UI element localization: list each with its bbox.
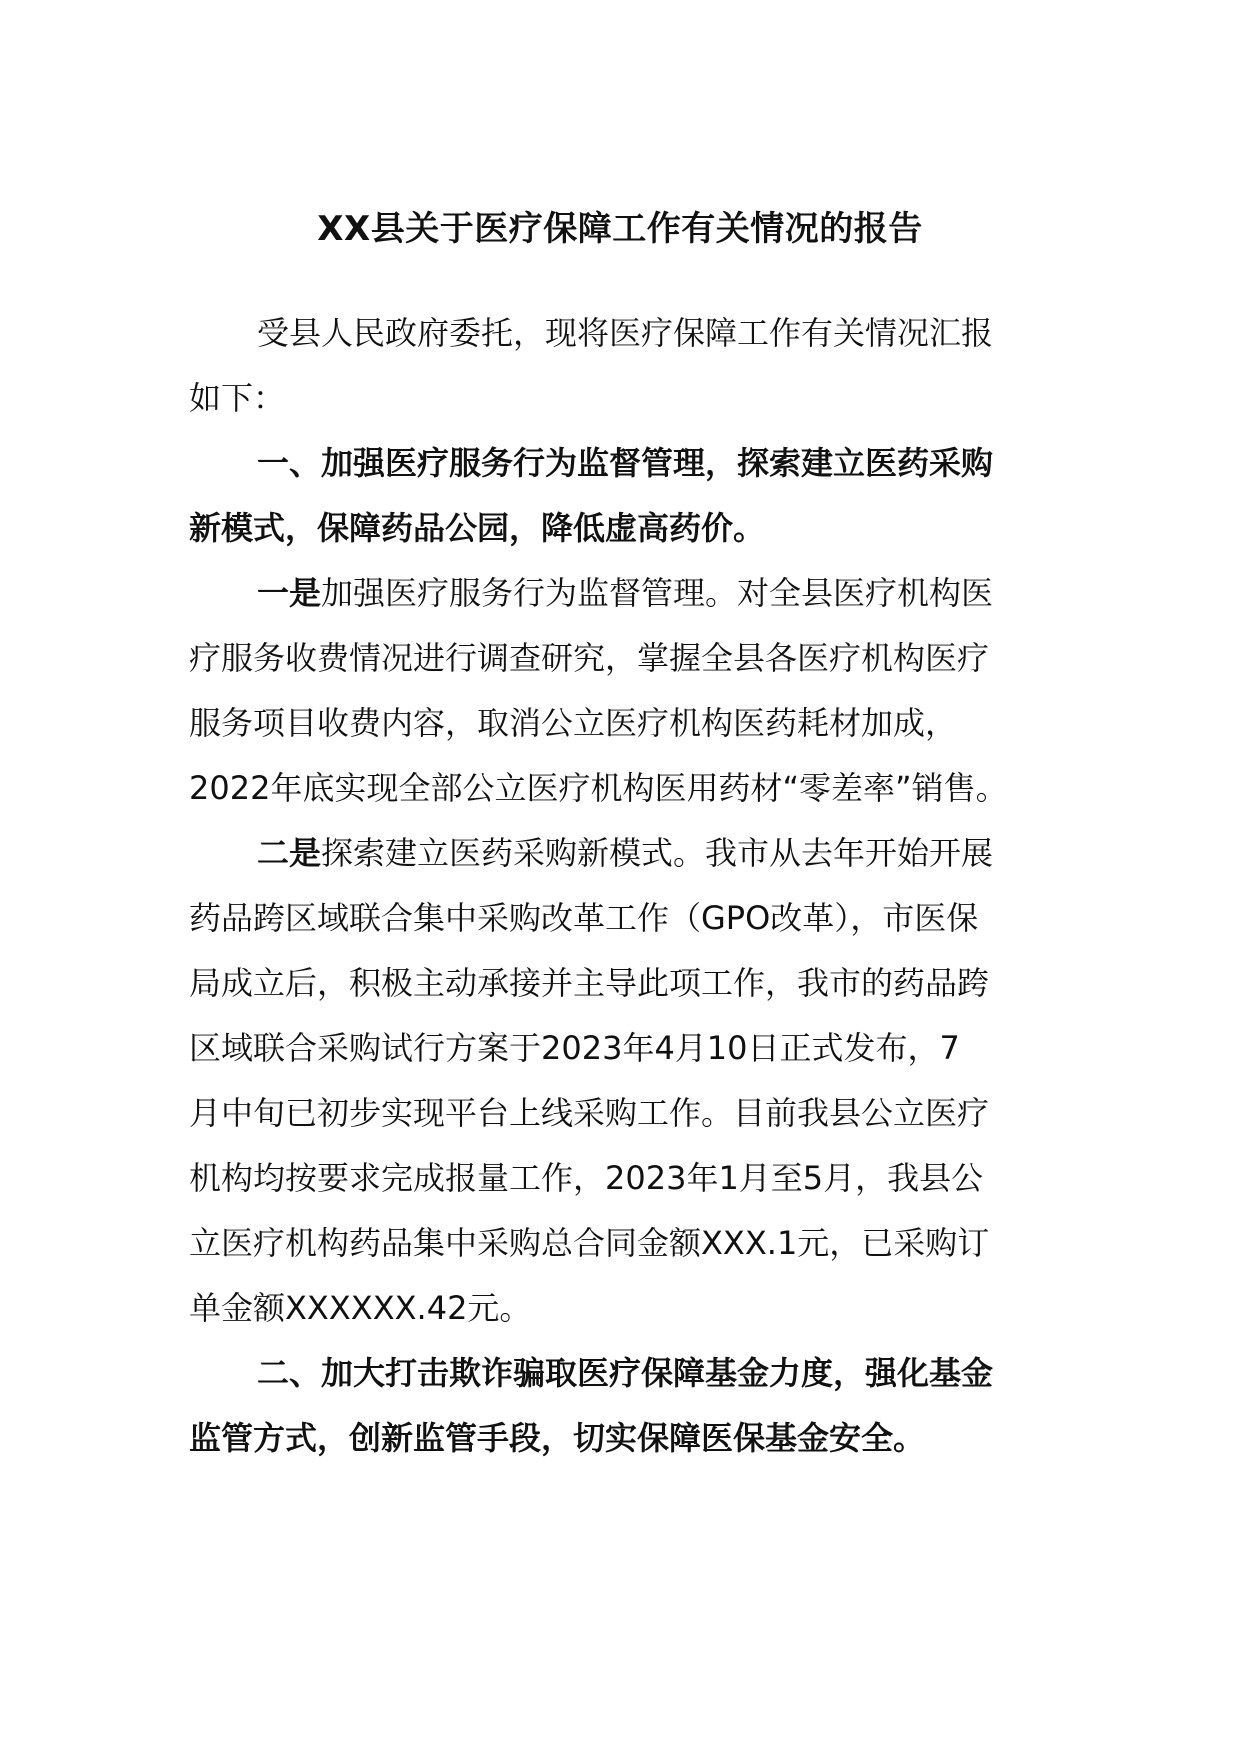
text-line: 局成立后，积极主动承接并主导此项工作，我市的药品跨 — [189, 964, 990, 1002]
text-line: 立医疗机构药品集中采购总合同金额XXX.1元，已采购订 — [189, 1224, 990, 1262]
point-lead: 二是 — [257, 834, 322, 872]
text-line: 二、加大打击欺诈骗取医疗保障基金力度，强化基金 — [257, 1354, 994, 1392]
text-line: 如下： — [189, 379, 286, 417]
text-line: 服务项目收费内容，取消公立医疗机构医药耗材加成， — [189, 704, 958, 742]
text-segment: 探索建立医药采购新模式。我市从去年开始开展 — [321, 834, 994, 872]
point-lead: 一是 — [257, 574, 322, 612]
text-line: 监管方式，创新监管手段，切实保障医保基金安全。 — [189, 1419, 926, 1457]
text-line: 一、加强医疗服务行为监督管理，探索建立医药采购 — [257, 444, 994, 482]
text-line — [189, 561, 1049, 626]
section-heading-2 — [189, 1341, 1049, 1471]
text-line: 月中旬已初步实现平台上线采购工作。目前我县公立医疗 — [189, 1094, 990, 1132]
text-line — [189, 821, 1049, 886]
document-body — [189, 301, 1049, 1471]
document-title: XX县关于医疗保障工作有关情况的报告 — [317, 209, 923, 249]
text-line: 机构均按要求完成报量工作，2023年1月至5月，我县公 — [189, 1159, 984, 1197]
text-line: 区域联合采购试行方案于2023年4月10日正式发布，7 — [189, 1029, 960, 1067]
text-line: 2022年底实现全部公立医疗机构医用药材“零差率”销售。 — [189, 769, 1008, 807]
text-line: 受县人民政府委托，现将医疗保障工作有关情况汇报 — [257, 314, 994, 352]
text-line: 新模式，保障药品公园，降低虚高药价。 — [189, 509, 766, 547]
text-line: 疗服务收费情况进行调查研究，掌握全县各医疗机构医疗 — [189, 639, 990, 677]
text-line: 药品跨区域联合集中采购改革工作（GPO改革），市医保 — [189, 899, 979, 937]
text-line: 单金额XXXXXX.42元。 — [189, 1289, 532, 1327]
text-segment: 加强医疗服务行为监督管理。对全县医疗机构医 — [321, 574, 994, 612]
point-one-paragraph — [189, 561, 1049, 821]
section-heading-1 — [189, 431, 1049, 561]
point-two-paragraph — [189, 821, 1049, 1341]
intro-paragraph — [189, 301, 1049, 431]
